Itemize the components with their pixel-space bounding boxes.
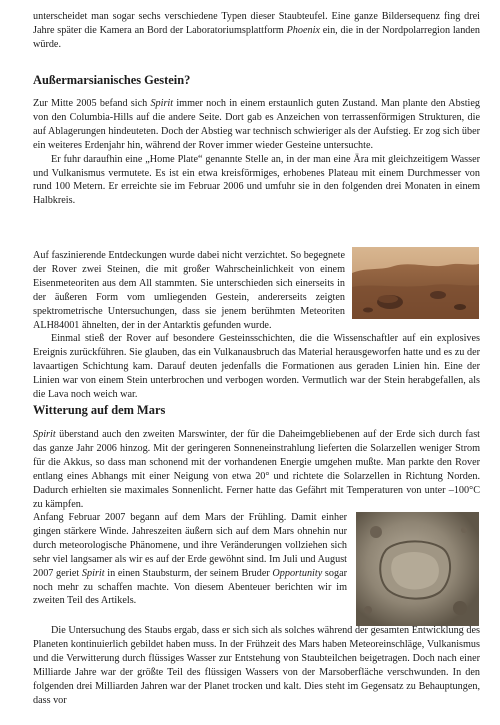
section-2 bbox=[33, 402, 480, 418]
section-heading: Außermarsianisches Gestein? bbox=[33, 73, 191, 87]
paragraph: Einmal stieß der Rover auf besondere Gesteinsschichten, die die Wissenschaftler auf ein explosives Ereignis zurückführen. Sie glauben, das ein Vulkanausbruch das Material herausgeworfen hatte und es zu der lavaartigen Schichtung kam. Darauf deuten jedenfalls die Formationen aus geraden Linien hin. Eine der Linien war von einem Stein unterbrochen und verbogen worden. Vermutlich war der Stein herabgefallen, als die Lava noch weich war. bbox=[33, 333, 480, 400]
section-1 bbox=[33, 72, 480, 88]
section-1-tail bbox=[33, 332, 480, 402]
text-run: Zur Mitte 2005 befand sich bbox=[33, 98, 151, 109]
rover-name: Spirit bbox=[33, 429, 56, 440]
rover-name: Spirit bbox=[81, 567, 105, 579]
text-run: Anfang Februar 2007 begann auf dem Mars der Frühling. Damit einher gingen stärkere Winde. Jahreszeiten äußern sich auf dem Mars ohnehin nur durch meteorologische Phänomene, und ihre Veränderungen vollziehen sich sehr viel langsamer als wir es auf der Erde gewöhnt sind. Im Juli und August 2007 geriet bbox=[33, 512, 347, 579]
section-1-body bbox=[33, 97, 480, 208]
text-run: ein, die in der Nordpolarregion landen würde. bbox=[33, 24, 481, 50]
intro-paragraph bbox=[33, 10, 480, 52]
section-2-body bbox=[33, 428, 480, 511]
paragraph bbox=[33, 511, 347, 608]
paragraph bbox=[33, 428, 480, 511]
paragraph: Die Untersuchung des Staubs ergab, dass er sich sich als solches während der gesamten Entwicklung des Planeten kontinuierlich gebildet haben muss. In der Frühzeit des Mars haben Meteoreinschläge, Vulkanismus und die Verwitterung durch flüssiges Wasser zur Entstehung von Staubteilchen beigetragen. Doch nach einer Milliarde Jahre war der größte Teil des flüssigen Wassers von der Marsoberfläche verschwunden. In den folgenden drei Milliarden Jahren war der Planet trocken und kalt. Dies steht im Gegensatz zu Behauptungen, dass vor bbox=[33, 625, 480, 706]
text-run: sogar noch mehr zu schaffen machte. Von diesem Abenteuer berichten wir im zweiten Teil des Artikels. bbox=[33, 567, 347, 607]
section-2-wrap bbox=[33, 511, 347, 608]
section-1-wrap bbox=[33, 249, 345, 332]
mars-rock-photo bbox=[356, 512, 479, 626]
paragraph: Auf faszinierende Entdeckungen wurde dabei nicht verzichtet. So begegnete der Rover zwei Steinen, die mit großer Wahrscheinlichkeit von einem Eisenmeteoriten aus dem All stammten. Sie unterschieden sich einerseits in der äußeren Form vom umliegenden Gestein, andererseits zeigten spektrometrische Untersuchungen, dass sie jenem berühmten Meteoriten ALH84001 ähnelten, der in der Antarktis gefunden wurde. bbox=[33, 250, 345, 331]
section-2-tail bbox=[33, 624, 480, 707]
paragraph bbox=[33, 97, 480, 153]
text-run: unterscheidet man sogar sechs verschiedene Typen dieser Staubteufel. Eine ganze Bildersequenz fing drei Jahre später die Kamera an Bord der Laboratoriumsplattform bbox=[33, 11, 480, 36]
rover-name: Spirit bbox=[150, 98, 174, 109]
text-run: überstand auch den zweiten Marswinter, der für die Daheimgebliebenen auf der Erde sich durch fast das ganze Jahr 2006 hinzog. Mit der geringeren Sonneneinstrahlung lieferten die Solarzellen weniger Strom für die Akkus, so dass man schonend mit der vorhandenen Energie umgehen mußte. Man parkte den Rover entlang eines Abhangs mit einer Neigung von etwa 20° und richtete die Solarzellen in Richtung Norden. Dadurch erhielten sie maximales Sonnenlicht. Ferner hatte das Gefährt mit Temperaturen von unter –100°C zu kämpfen. bbox=[33, 429, 480, 510]
section-heading: Witterung auf dem Mars bbox=[33, 403, 166, 417]
intro-block bbox=[33, 10, 480, 52]
rover-name: Opportunity bbox=[272, 567, 323, 579]
mars-landscape-image bbox=[352, 247, 479, 319]
text-run: immer noch in einem erstaunlich guten Zustand. Man plante den Abstieg von den Columbia-Hills auf die andere Seite. Dort gab es Anzeichen von terrassenförmigen Strukturen, die auf Ablagerungen hindeuteten. Doch der Abstieg war technisch schwieriger als der Aufstieg. Er zog sich über ein weiteres Erdenjahr hin, während der Rover immer wieder Gesteine untersuchte. bbox=[33, 98, 480, 151]
mars-landscape-photo bbox=[352, 247, 479, 319]
paragraph: Er fuhr daraufhin eine „Home Plate“ genannte Stelle an, in der man eine Ära mit gleichzeitigem Wasser und Vulkanismus vermutete. Es ist ein etwa kreisförmiges, erhobenes Plateau mit einem Durchmesser von rund 100 Metern. Er erreichte sie im Februar 2006 und umfuhr sie in den folgenden drei Monaten in einem Halbkreis. bbox=[33, 153, 480, 207]
mission-name: Phoenix bbox=[286, 24, 320, 36]
text-run: in einen Staubsturm, der seinem Bruder bbox=[104, 567, 273, 579]
mars-rock-image bbox=[356, 512, 479, 626]
